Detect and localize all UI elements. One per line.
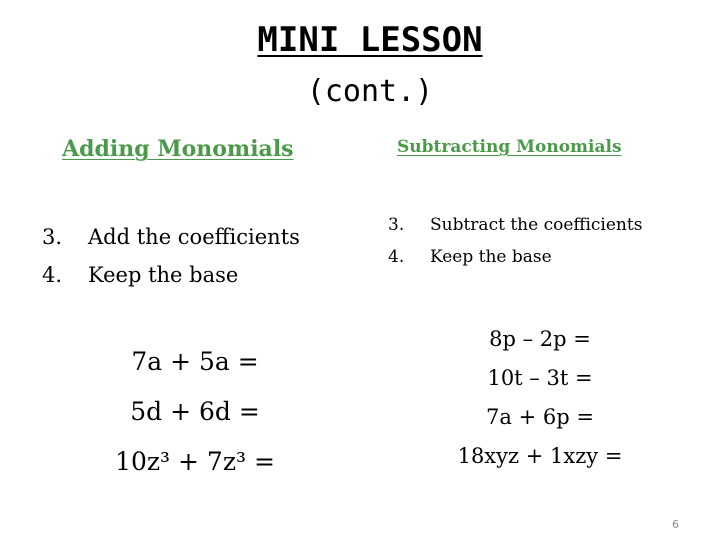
subtracting-steps-list: [388, 209, 642, 273]
problem: 10z³ + 7z³ =: [115, 447, 275, 476]
problem: 18xyz + 1xzy =: [457, 444, 623, 468]
problem: 7a + 6p =: [486, 405, 594, 429]
problem: 5d + 6d =: [130, 397, 260, 426]
subtracting-problems: [405, 320, 675, 476]
adding-steps-list: [42, 218, 300, 294]
adding-problems: [60, 337, 330, 487]
problem: 8p – 2p =: [489, 327, 591, 351]
step-text: Keep the base: [430, 247, 552, 267]
problem: 7a + 5a =: [131, 347, 259, 376]
heading-adding-monomials: Adding Monomials: [62, 136, 294, 162]
slide-subtitle: (cont.): [306, 74, 434, 109]
heading-subtracting-monomials: Subtracting Monomials: [397, 137, 622, 157]
step-number: 3.: [388, 215, 405, 235]
list-item: [388, 209, 642, 241]
step-text: Subtract the coefficients: [430, 215, 643, 235]
step-text: Add the coefficients: [88, 225, 300, 249]
list-item: [42, 256, 300, 294]
step-text: Keep the base: [88, 263, 239, 287]
step-number: 4.: [42, 263, 63, 287]
list-item: [388, 241, 642, 273]
step-number: 3.: [42, 225, 63, 249]
problem: 10t – 3t =: [487, 366, 593, 390]
slide-title: MINI LESSON: [257, 20, 483, 60]
list-item: [42, 218, 300, 256]
page-number: 6: [672, 518, 679, 531]
step-number: 4.: [388, 247, 405, 267]
